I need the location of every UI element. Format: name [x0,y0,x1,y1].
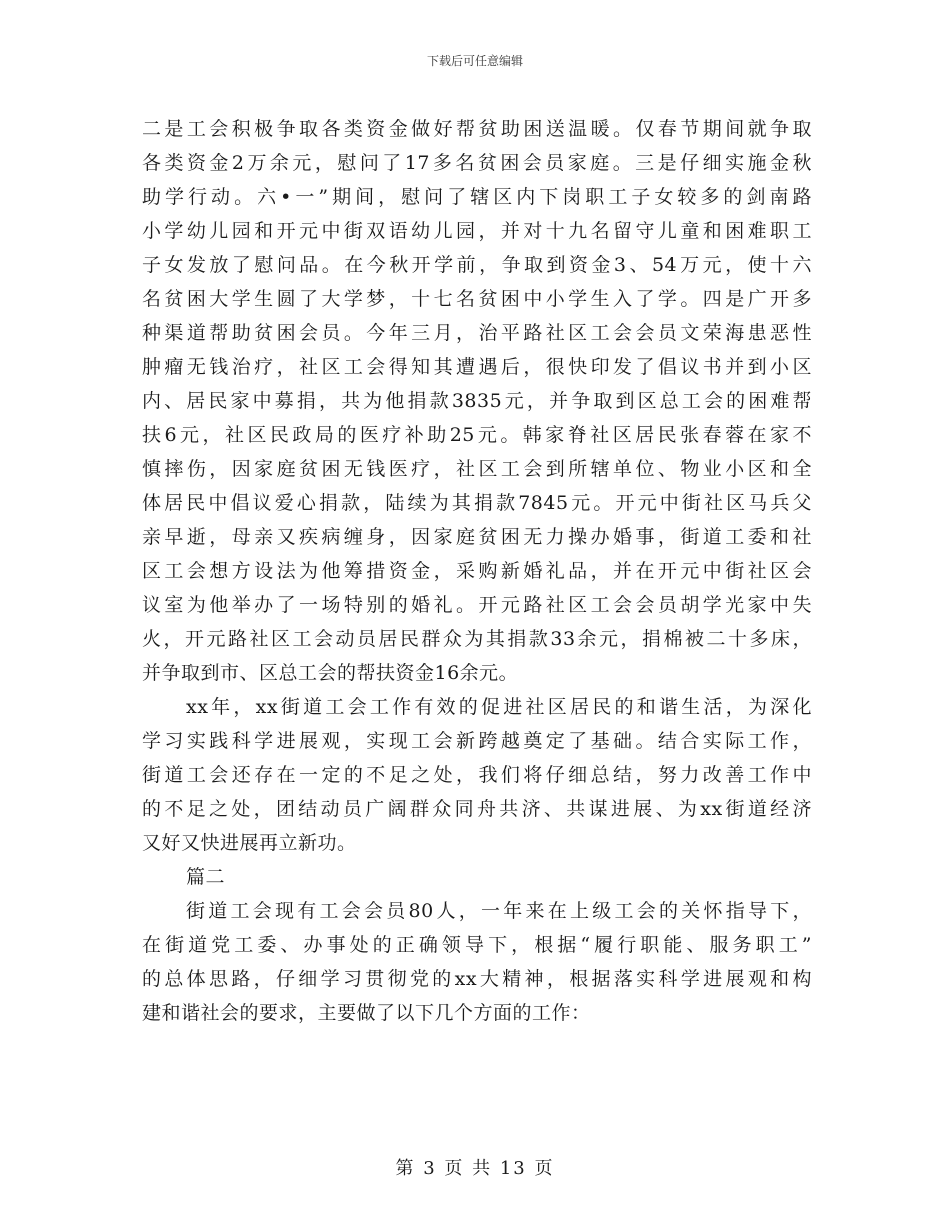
text-line: 扶6元，社区民政局的医疗补助25元。韩家脊社区居民张春蓉在家不 [142,424,812,446]
text-line: 街道工会现有工会会员80人，一年来在上级工会的关怀指导下， [186,900,812,922]
text-line: xx年，xx街道工会工作有效的促进社区居民的和谐生活，为深化 [186,696,812,718]
text-line: 街道工会还存在一定的不足之处，我们将仔细总结，努力改善工作中 [142,764,812,786]
text-line: 建和谐社会的要求，主要做了以下几个方面的工作： [142,1002,591,1024]
text-line: 又好又快进展再立新功。 [142,832,357,854]
text-line: 亲早逝，母亲又疾病缠身，因家庭贫困无力操办婚事，街道工委和社 [142,526,812,548]
page-header: 下载后可任意编辑 [426,54,523,68]
text-line: 并争取到市、区总工会的帮扶资金16余元。 [142,662,519,684]
text-line: 火，开元路社区工会动员居民群众为其捐款33余元，捐棉被二十多床， [142,628,812,650]
text-line: 子女发放了慰问品。在今秋开学前，争取到资金3、54万元，使十六 [142,254,812,276]
text-line: 议室为他举办了一场特别的婚礼。开元路社区工会会员胡学光家中失 [142,594,812,616]
text-line: 助学行动。六•一”期间，慰问了辖区内下岗职工子女较多的剑南路 [142,186,812,208]
text-line: 区工会想方设法为他筹措资金，采购新婚礼品，并在开元中街社区会 [142,560,812,582]
text-line: 小学幼儿园和开元中街双语幼儿园，并对十九名留守儿童和困难职工 [142,220,812,242]
text-line: 慎摔伤，因家庭贫困无钱医疗，社区工会到所辖单位、物业小区和全 [142,458,812,480]
text-line: 各类资金2万余元，慰问了17多名贫困会员家庭。三是仔细实施金秋 [142,152,812,174]
text-line: 名贫困大学生圆了大学梦，十七名贫困中小学生入了学。四是广开多 [142,288,812,310]
document-body [142,112,812,1030]
text-line: 的不足之处，团结动员广阔群众同舟共济、共谋进展、为xx街道经济 [142,798,812,820]
text-line: 篇二 [186,866,226,888]
text-line: 在街道党工委、办事处的正确领导下，根据“履行职能、服务职工” [142,934,812,956]
text-line: 二是工会积极争取各类资金做好帮贫助困送温暖。仅春节期间就争取 [142,118,812,140]
text-line: 的总体思路，仔细学习贯彻党的xx大精神，根据落实科学进展观和构 [142,968,812,990]
text-line: 学习实践科学进展观，实现工会新跨越奠定了基础。结合实际工作， [142,730,812,752]
page-number: 第 3 页 共 13 页 [395,1158,555,1179]
text-line: 种渠道帮助贫困会员。今年三月，治平路社区工会会员文荣海患恶性 [142,322,812,344]
text-line: 肿瘤无钱治疗，社区工会得知其遭遇后，很快印发了倡议书并到小区 [142,356,812,378]
text-line: 内、居民家中募捐，共为他捐款3835元，并争取到区总工会的困难帮 [142,390,812,412]
text-line: 体居民中倡议爱心捐款，陆续为其捐款7845元。开元中街社区马兵父 [142,492,812,514]
